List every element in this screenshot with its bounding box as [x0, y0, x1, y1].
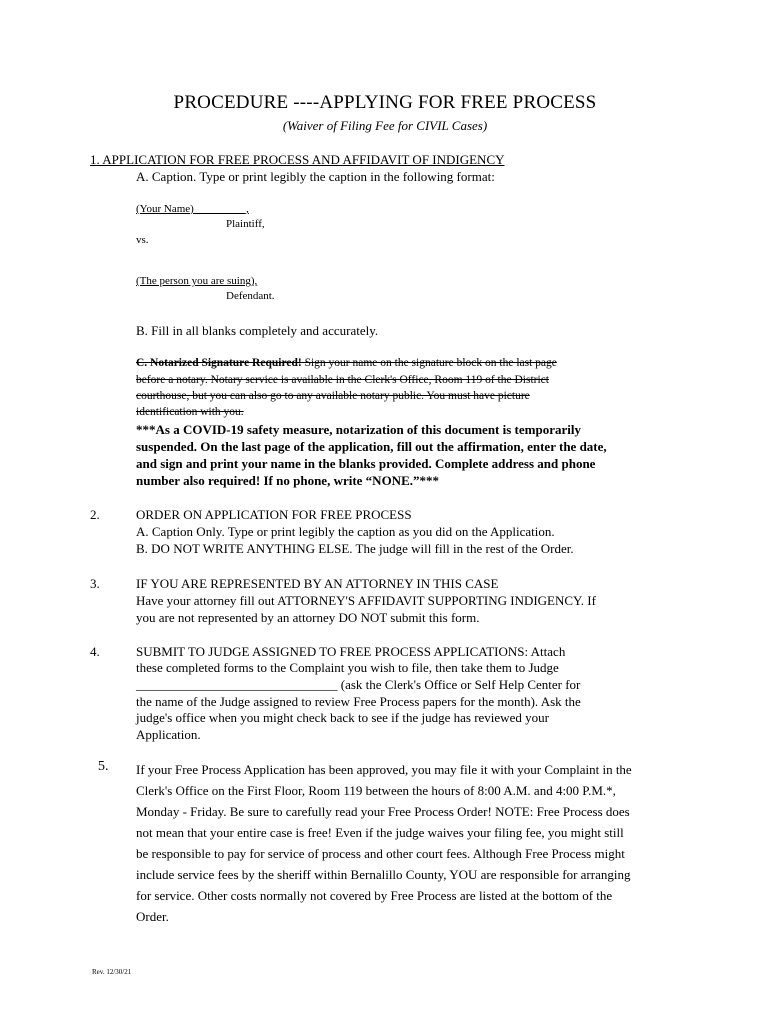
section-1-item-c-line-2: before a notary. Notary service is available in the Clerk's Office, Room 119 of the District	[136, 374, 549, 386]
section-4-line-6: Application.	[136, 727, 201, 742]
section-4-line-4: the name of the Judge assigned to review Free Process papers for the month). Ask the	[136, 694, 581, 709]
caption-person-suing: (The person you are suing),	[136, 275, 258, 287]
section-4-line-5: judge's office when you might check back to see if the judge has reviewed your	[136, 710, 549, 725]
section-1-item-c-line-1	[136, 356, 557, 371]
page-title: PROCEDURE ----APPLYING FOR FREE PROCESS	[173, 92, 597, 113]
section-1-item-b: B. Fill in all blanks completely and accurately.	[136, 323, 379, 338]
notarized-label: C. Notarized Signature Required!	[136, 357, 302, 369]
section-5-line-2: Clerk's Office on the First Floor, Room 119 between the hours of 8:00 A.M. and 4:00 P.M.*,	[136, 783, 616, 798]
covid-notice-line-3: and sign and print your name in the blanks provided. Complete address and phone	[136, 456, 596, 471]
section-4-line-3: _______________________________ (ask the Clerk's Office or Self Help Center for	[136, 677, 581, 692]
caption-defendant: Defendant.	[226, 290, 275, 302]
covid-notice-line-4: number also required! If no phone, write “NONE.”***	[136, 473, 439, 488]
section-3-line-3: you are not represented by an attorney DO NOT submit this form.	[136, 610, 480, 625]
section-4-heading: SUBMIT TO JUDGE ASSIGNED TO FREE PROCESS APPLICATIONS: Attach	[136, 644, 566, 659]
section-4-number: 4.	[90, 644, 100, 659]
page-subtitle: (Waiver of Filing Fee for CIVIL Cases)	[282, 118, 488, 133]
section-2-item-a: A. Caption Only. Type or print legibly the caption as you did on the Application.	[136, 524, 555, 539]
section-5-number: 5.	[98, 759, 109, 774]
section-5-line-1: If your Free Process Application has been approved, you may file it with your Complaint in the	[136, 762, 632, 777]
caption-vs: vs.	[136, 234, 149, 246]
section-2-number: 2.	[90, 507, 100, 522]
section-5-line-8: Order.	[136, 909, 169, 924]
section-5-line-5: be responsible to pay for service of process and other court fees. Although Free Process might	[136, 846, 625, 861]
section-5-line-7: for service. Other costs normally not covered by Free Process are listed at the bottom of the	[136, 888, 613, 903]
notarized-text: Sign your name on the signature block on the last page	[301, 357, 557, 369]
covid-notice-line-2: suspended. On the last page of the application, fill out the affirmation, enter the date,	[136, 439, 607, 454]
section-5-line-3: Monday - Friday. Be sure to carefully read your Free Process Order! NOTE: Free Process does	[136, 804, 630, 819]
caption-your-name: (Your Name) _________,	[136, 203, 249, 215]
revision-date: Rev. 12/30/21	[92, 968, 132, 976]
section-2-item-b: B. DO NOT WRITE ANYTHING ELSE. The judge will fill in the rest of the Order.	[136, 541, 574, 556]
section-1-item-a: A. Caption. Type or print legibly the caption in the following format:	[136, 169, 495, 184]
section-1-item-c-line-4: identification with you.	[136, 406, 244, 418]
section-3-number: 3.	[90, 576, 100, 591]
section-3-line-2: Have your attorney fill out ATTORNEY'S AFFIDAVIT SUPPORTING INDIGENCY. If	[136, 593, 596, 608]
section-5-line-4: not mean that your entire case is free! Even if the judge waives your filing fee, you might still	[136, 825, 624, 840]
section-3-heading: IF YOU ARE REPRESENTED BY AN ATTORNEY IN THIS CASE	[136, 576, 499, 591]
section-2-heading: ORDER ON APPLICATION FOR FREE PROCESS	[136, 507, 412, 522]
section-1-item-c-line-3: courthouse, but you can also go to any available notary public. You must have picture	[136, 390, 530, 402]
section-4-line-2: these completed forms to the Complaint you wish to file, then take them to Judge	[136, 660, 559, 675]
section-1-heading: 1. APPLICATION FOR FREE PROCESS AND AFFIDAVIT OF INDIGENCY	[90, 152, 505, 167]
section-5-line-6: include service fees by the sheriff within Bernalillo County, YOU are responsible for arranging	[136, 867, 631, 882]
covid-notice-line-1: ***As a COVID-19 safety measure, notarization of this document is temporarily	[136, 422, 581, 437]
caption-plaintiff: Plaintiff,	[226, 218, 265, 230]
